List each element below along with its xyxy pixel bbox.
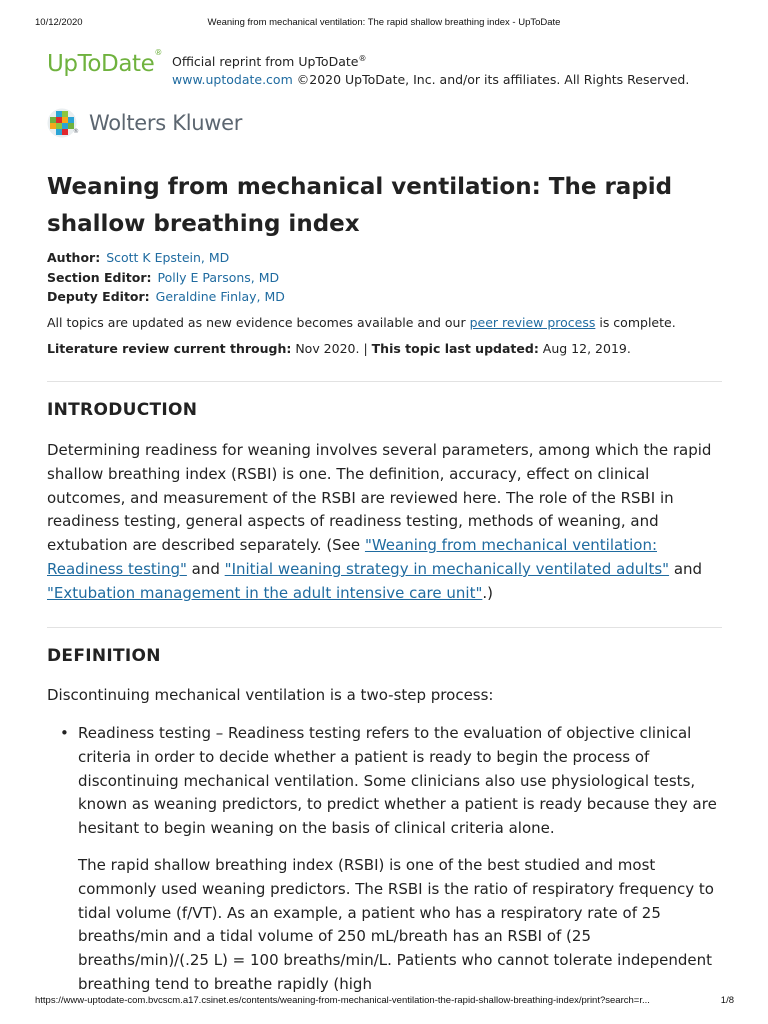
definition-intro: Discontinuing mechanical ventilation is a two-step process: — [47, 686, 494, 704]
divider — [47, 381, 722, 382]
extubation-management-link[interactable]: "Extubation management in the adult intensive care unit" — [47, 583, 483, 602]
peer-review-link[interactable]: peer review process — [469, 315, 596, 330]
print-footer — [0, 995, 768, 1009]
update-note-text: All topics are updated as new evidence becomes available and our — [47, 315, 470, 330]
wolters-kluwer-text: Wolters Kluwer — [89, 111, 243, 135]
reprint-line: Official reprint from UpToDate — [172, 54, 359, 70]
print-url: https://www-uptodate-com.bvcscm.a17.csinet.es/contents/weaning-from-mechanical-ventilation-the-rapid-shallow-breathing-index/print?search=r... — [35, 995, 650, 1006]
page-number: 1/8 — [720, 995, 734, 1006]
uptodate-site-link[interactable]: www.uptodate.com — [172, 72, 293, 88]
deputy-editor-link[interactable]: Geraldine Finlay, MD — [155, 289, 285, 304]
initial-weaning-link[interactable]: "Initial weaning strategy in mechanically ventilated adults" — [224, 559, 670, 578]
rsbi-paragraph: The rapid shallow breathing index (RSBI) is one of the best studied and most commonly used weaning predictors. The RSBI is the ratio of respiratory frequency to tidal volume (f/VT). As an example, a patient who has a respiratory rate of 25 breaths/min and a tidal volume of 250 mL/breath has an RSBI of (25 breaths/min)/(.25 L) = 100 breaths/min/L. Patients who cannot tolerate independent breathing tend to breathe rapidly (high — [78, 856, 714, 993]
review-dates — [47, 340, 631, 358]
section-editor-label: Section Editor: — [47, 269, 152, 285]
introduction-heading: INTRODUCTION — [47, 400, 198, 420]
lit-review-value: Nov 2020. | — [291, 341, 372, 356]
last-updated-label: This topic last updated: — [371, 341, 539, 356]
uptodate-logo[interactable] — [47, 48, 162, 80]
introduction-end: .) — [482, 583, 493, 602]
readiness-testing-link[interactable]: "Weaning from mechanical ventilation: Readiness testing" — [47, 536, 657, 578]
page-title: Weaning from mechanical ventilation: The rapid shallow breathing index — [47, 174, 673, 237]
list-item — [60, 722, 722, 841]
article-credits — [47, 248, 285, 307]
lit-review-label: Literature review current through: — [47, 341, 292, 356]
reprint-mark: ® — [358, 54, 367, 63]
bullet-icon: • — [60, 724, 69, 742]
introduction-paragraph — [47, 439, 722, 606]
last-updated-value: Aug 12, 2019. — [538, 341, 631, 356]
and-text: and — [669, 559, 703, 578]
print-header — [0, 17, 768, 31]
uptodate-logo-text: UpToDate — [47, 51, 155, 77]
print-date: 10/12/2020 — [35, 17, 83, 28]
wolters-kluwer-mark: ® — [73, 127, 79, 135]
deputy-editor-label: Deputy Editor: — [47, 289, 150, 304]
author-label: Author: — [47, 250, 101, 265]
uptodate-logo-mark: ® — [154, 48, 163, 57]
introduction-text: Determining readiness for weaning involves several parameters, among which the rapid shallow breathing index (RSBI) is one. The definition, accuracy, effect on clinical outcomes, and measurement of the RSBI are reviewed here. The role of the RSBI in readiness testing, general aspects of readiness testing, methods of weaning, and extubation are described separately. (See — [47, 441, 712, 555]
reprint-notice — [172, 50, 689, 89]
update-note — [47, 314, 676, 332]
section-editor-link[interactable]: Polly E Parsons, MD — [157, 269, 280, 285]
divider — [47, 627, 722, 628]
wolters-kluwer-logo[interactable] — [47, 108, 242, 138]
update-note-end: is complete. — [595, 315, 676, 330]
author-link[interactable]: Scott K Epstein, MD — [106, 250, 230, 265]
bullet-text: Readiness testing – Readiness testing refers to the evaluation of objective clinical criteria in order to decide whether a patient is ready to begin the process of discontinuing mechanical ventilation. Some clinicians also use physiological tests, known as weaning predictors, to predict whether a patient is ready because they are hesitant to begin weaning on the basis of clinical criteria alone. — [78, 724, 717, 838]
copyright-text: ©2020 UpToDate, Inc. and/or its affiliates. All Rights Reserved. — [296, 72, 690, 88]
definition-heading: DEFINITION — [47, 646, 161, 666]
and-text: and — [186, 559, 225, 578]
print-title: Weaning from mechanical ventilation: The rapid shallow breathing index - UpToDate — [207, 17, 561, 28]
